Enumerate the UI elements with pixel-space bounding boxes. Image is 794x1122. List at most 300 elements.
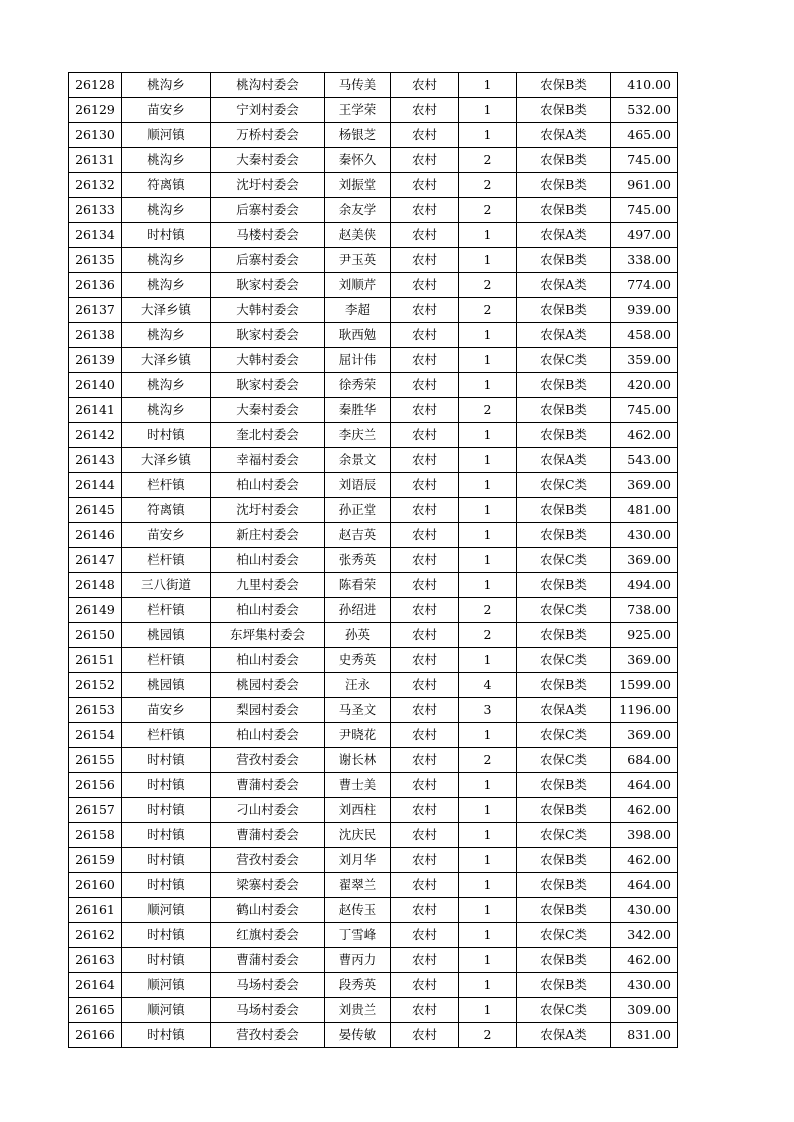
record-id-cell: 26134: [69, 223, 122, 248]
household-type-cell: 农村: [391, 573, 459, 598]
household-type-cell: 农村: [391, 323, 459, 348]
amount-cell: 430.00: [611, 898, 678, 923]
township-cell: 栏杆镇: [122, 723, 211, 748]
table-row: [69, 73, 678, 98]
record-id-cell: 26138: [69, 323, 122, 348]
amount-cell: 481.00: [611, 498, 678, 523]
record-id-cell: 26164: [69, 973, 122, 998]
township-cell: 大泽乡镇: [122, 298, 211, 323]
person-name-cell: 刘顺芹: [325, 273, 391, 298]
village-committee-cell: 红旗村委会: [211, 923, 325, 948]
township-cell: 三八街道: [122, 573, 211, 598]
township-cell: 大泽乡镇: [122, 448, 211, 473]
village-committee-cell: 柏山村委会: [211, 648, 325, 673]
member-count-cell: 1: [459, 248, 517, 273]
insurance-category-cell: 农保B类: [517, 498, 611, 523]
amount-cell: 458.00: [611, 323, 678, 348]
table-row: [69, 348, 678, 373]
household-type-cell: 农村: [391, 123, 459, 148]
record-id-cell: 26157: [69, 798, 122, 823]
amount-cell: 462.00: [611, 948, 678, 973]
household-type-cell: 农村: [391, 498, 459, 523]
member-count-cell: 2: [459, 623, 517, 648]
record-id-cell: 26143: [69, 448, 122, 473]
insurance-category-cell: 农保A类: [517, 323, 611, 348]
member-count-cell: 1: [459, 73, 517, 98]
table-row: [69, 598, 678, 623]
household-type-cell: 农村: [391, 673, 459, 698]
household-type-cell: 农村: [391, 73, 459, 98]
village-committee-cell: 马场村委会: [211, 973, 325, 998]
member-count-cell: 1: [459, 373, 517, 398]
village-committee-cell: 曹蒲村委会: [211, 948, 325, 973]
member-count-cell: 1: [459, 523, 517, 548]
household-type-cell: 农村: [391, 923, 459, 948]
township-cell: 时村镇: [122, 948, 211, 973]
township-cell: 顺河镇: [122, 998, 211, 1023]
record-id-cell: 26145: [69, 498, 122, 523]
member-count-cell: 2: [459, 273, 517, 298]
table-row: [69, 748, 678, 773]
village-committee-cell: 曹蒲村委会: [211, 773, 325, 798]
insurance-category-cell: 农保B类: [517, 773, 611, 798]
village-committee-cell: 后寨村委会: [211, 248, 325, 273]
insurance-category-cell: 农保B类: [517, 573, 611, 598]
village-committee-cell: 马场村委会: [211, 998, 325, 1023]
table-row: [69, 473, 678, 498]
member-count-cell: 1: [459, 923, 517, 948]
record-id-cell: 26128: [69, 73, 122, 98]
amount-cell: 369.00: [611, 723, 678, 748]
member-count-cell: 2: [459, 748, 517, 773]
amount-cell: 430.00: [611, 973, 678, 998]
record-id-cell: 26153: [69, 698, 122, 723]
amount-cell: 1196.00: [611, 698, 678, 723]
household-type-cell: 农村: [391, 523, 459, 548]
household-type-cell: 农村: [391, 98, 459, 123]
person-name-cell: 王学荣: [325, 98, 391, 123]
township-cell: 时村镇: [122, 873, 211, 898]
member-count-cell: 1: [459, 998, 517, 1023]
table-row: [69, 973, 678, 998]
amount-cell: 543.00: [611, 448, 678, 473]
records-table: [68, 72, 678, 1048]
table-row: [69, 773, 678, 798]
table-row: [69, 98, 678, 123]
table-row: [69, 548, 678, 573]
member-count-cell: 1: [459, 848, 517, 873]
insurance-category-cell: 农保C类: [517, 348, 611, 373]
member-count-cell: 1: [459, 498, 517, 523]
household-type-cell: 农村: [391, 648, 459, 673]
table-row: [69, 223, 678, 248]
insurance-category-cell: 农保B类: [517, 873, 611, 898]
village-committee-cell: 大秦村委会: [211, 148, 325, 173]
village-committee-cell: 梁寨村委会: [211, 873, 325, 898]
village-committee-cell: 沈圩村委会: [211, 498, 325, 523]
person-name-cell: 徐秀荣: [325, 373, 391, 398]
insurance-category-cell: 农保B类: [517, 898, 611, 923]
village-committee-cell: 桃园村委会: [211, 673, 325, 698]
township-cell: 桃沟乡: [122, 273, 211, 298]
village-committee-cell: 万桥村委会: [211, 123, 325, 148]
amount-cell: 462.00: [611, 423, 678, 448]
amount-cell: 430.00: [611, 523, 678, 548]
member-count-cell: 1: [459, 123, 517, 148]
table-row: [69, 373, 678, 398]
township-cell: 符离镇: [122, 173, 211, 198]
household-type-cell: 农村: [391, 173, 459, 198]
table-row: [69, 948, 678, 973]
household-type-cell: 农村: [391, 273, 459, 298]
township-cell: 符离镇: [122, 498, 211, 523]
record-id-cell: 26130: [69, 123, 122, 148]
township-cell: 大泽乡镇: [122, 348, 211, 373]
household-type-cell: 农村: [391, 373, 459, 398]
table-row: [69, 848, 678, 873]
record-id-cell: 26141: [69, 398, 122, 423]
township-cell: 栏杆镇: [122, 648, 211, 673]
record-id-cell: 26160: [69, 873, 122, 898]
village-committee-cell: 新庄村委会: [211, 523, 325, 548]
record-id-cell: 26150: [69, 623, 122, 648]
household-type-cell: 农村: [391, 773, 459, 798]
person-name-cell: 李庆兰: [325, 423, 391, 448]
insurance-category-cell: 农保B类: [517, 198, 611, 223]
amount-cell: 309.00: [611, 998, 678, 1023]
amount-cell: 464.00: [611, 773, 678, 798]
member-count-cell: 1: [459, 873, 517, 898]
village-committee-cell: 柏山村委会: [211, 473, 325, 498]
village-committee-cell: 鹤山村委会: [211, 898, 325, 923]
table-row: [69, 398, 678, 423]
village-committee-cell: 耿家村委会: [211, 373, 325, 398]
record-id-cell: 26155: [69, 748, 122, 773]
member-count-cell: 1: [459, 423, 517, 448]
insurance-category-cell: 农保B类: [517, 73, 611, 98]
record-id-cell: 26165: [69, 998, 122, 1023]
record-id-cell: 26135: [69, 248, 122, 273]
insurance-category-cell: 农保B类: [517, 398, 611, 423]
amount-cell: 925.00: [611, 623, 678, 648]
person-name-cell: 尹玉英: [325, 248, 391, 273]
person-name-cell: 刘振堂: [325, 173, 391, 198]
record-id-cell: 26166: [69, 1023, 122, 1048]
person-name-cell: 曹丙力: [325, 948, 391, 973]
household-type-cell: 农村: [391, 898, 459, 923]
village-committee-cell: 九里村委会: [211, 573, 325, 598]
household-type-cell: 农村: [391, 973, 459, 998]
township-cell: 栏杆镇: [122, 473, 211, 498]
table-row: [69, 198, 678, 223]
household-type-cell: 农村: [391, 723, 459, 748]
amount-cell: 342.00: [611, 923, 678, 948]
village-committee-cell: 宁刘村委会: [211, 98, 325, 123]
insurance-category-cell: 农保A类: [517, 1023, 611, 1048]
household-type-cell: 农村: [391, 848, 459, 873]
township-cell: 桃沟乡: [122, 323, 211, 348]
table-row: [69, 448, 678, 473]
insurance-category-cell: 农保B类: [517, 298, 611, 323]
person-name-cell: 马传美: [325, 73, 391, 98]
member-count-cell: 1: [459, 223, 517, 248]
member-count-cell: 1: [459, 98, 517, 123]
amount-cell: 961.00: [611, 173, 678, 198]
record-id-cell: 26163: [69, 948, 122, 973]
table-body: [69, 73, 678, 1048]
household-type-cell: 农村: [391, 148, 459, 173]
table-row: [69, 723, 678, 748]
record-id-cell: 26139: [69, 348, 122, 373]
amount-cell: 462.00: [611, 848, 678, 873]
township-cell: 苗安乡: [122, 98, 211, 123]
township-cell: 顺河镇: [122, 973, 211, 998]
table-row: [69, 798, 678, 823]
person-name-cell: 刘贵兰: [325, 998, 391, 1023]
table-row: [69, 123, 678, 148]
member-count-cell: 1: [459, 898, 517, 923]
member-count-cell: 2: [459, 598, 517, 623]
record-id-cell: 26146: [69, 523, 122, 548]
township-cell: 时村镇: [122, 773, 211, 798]
amount-cell: 745.00: [611, 398, 678, 423]
township-cell: 苗安乡: [122, 523, 211, 548]
member-count-cell: 2: [459, 198, 517, 223]
person-name-cell: 孙英: [325, 623, 391, 648]
member-count-cell: 2: [459, 148, 517, 173]
insurance-category-cell: 农保B类: [517, 798, 611, 823]
village-committee-cell: 营孜村委会: [211, 1023, 325, 1048]
household-type-cell: 农村: [391, 948, 459, 973]
member-count-cell: 1: [459, 823, 517, 848]
township-cell: 桃沟乡: [122, 148, 211, 173]
table-row: [69, 873, 678, 898]
village-committee-cell: 后寨村委会: [211, 198, 325, 223]
household-type-cell: 农村: [391, 198, 459, 223]
record-id-cell: 26152: [69, 673, 122, 698]
household-type-cell: 农村: [391, 298, 459, 323]
person-name-cell: 谢长林: [325, 748, 391, 773]
township-cell: 时村镇: [122, 848, 211, 873]
township-cell: 顺河镇: [122, 898, 211, 923]
record-id-cell: 26154: [69, 723, 122, 748]
township-cell: 桃沟乡: [122, 373, 211, 398]
member-count-cell: 1: [459, 773, 517, 798]
person-name-cell: 赵美侠: [325, 223, 391, 248]
member-count-cell: 2: [459, 298, 517, 323]
household-type-cell: 农村: [391, 598, 459, 623]
person-name-cell: 史秀英: [325, 648, 391, 673]
member-count-cell: 3: [459, 698, 517, 723]
amount-cell: 831.00: [611, 1023, 678, 1048]
insurance-category-cell: 农保A类: [517, 223, 611, 248]
insurance-category-cell: 农保B类: [517, 848, 611, 873]
household-type-cell: 农村: [391, 798, 459, 823]
insurance-category-cell: 农保B类: [517, 173, 611, 198]
township-cell: 桃园镇: [122, 623, 211, 648]
person-name-cell: 秦胜华: [325, 398, 391, 423]
insurance-category-cell: 农保C类: [517, 473, 611, 498]
amount-cell: 462.00: [611, 798, 678, 823]
household-type-cell: 农村: [391, 473, 459, 498]
insurance-category-cell: 农保A类: [517, 273, 611, 298]
record-id-cell: 26161: [69, 898, 122, 923]
household-type-cell: 农村: [391, 248, 459, 273]
insurance-category-cell: 农保C类: [517, 723, 611, 748]
insurance-category-cell: 农保C类: [517, 823, 611, 848]
member-count-cell: 1: [459, 548, 517, 573]
table-row: [69, 423, 678, 448]
household-type-cell: 农村: [391, 1023, 459, 1048]
person-name-cell: 余友学: [325, 198, 391, 223]
record-id-cell: 26151: [69, 648, 122, 673]
township-cell: 栏杆镇: [122, 548, 211, 573]
person-name-cell: 沈庆民: [325, 823, 391, 848]
record-id-cell: 26147: [69, 548, 122, 573]
amount-cell: 420.00: [611, 373, 678, 398]
person-name-cell: 丁雪峰: [325, 923, 391, 948]
village-committee-cell: 奎北村委会: [211, 423, 325, 448]
insurance-category-cell: 农保B类: [517, 148, 611, 173]
township-cell: 桃园镇: [122, 673, 211, 698]
record-id-cell: 26129: [69, 98, 122, 123]
person-name-cell: 赵传玉: [325, 898, 391, 923]
amount-cell: 745.00: [611, 198, 678, 223]
table-row: [69, 323, 678, 348]
person-name-cell: 晏传敏: [325, 1023, 391, 1048]
insurance-category-cell: 农保C类: [517, 598, 611, 623]
table-row: [69, 498, 678, 523]
table-row: [69, 623, 678, 648]
table-row: [69, 673, 678, 698]
village-committee-cell: 桃沟村委会: [211, 73, 325, 98]
insurance-category-cell: 农保C类: [517, 923, 611, 948]
amount-cell: 684.00: [611, 748, 678, 773]
amount-cell: 532.00: [611, 98, 678, 123]
amount-cell: 369.00: [611, 548, 678, 573]
member-count-cell: 1: [459, 448, 517, 473]
household-type-cell: 农村: [391, 398, 459, 423]
person-name-cell: 张秀英: [325, 548, 391, 573]
record-id-cell: 26142: [69, 423, 122, 448]
record-id-cell: 26149: [69, 598, 122, 623]
township-cell: 时村镇: [122, 423, 211, 448]
village-committee-cell: 东坪集村委会: [211, 623, 325, 648]
record-id-cell: 26156: [69, 773, 122, 798]
record-id-cell: 26136: [69, 273, 122, 298]
township-cell: 时村镇: [122, 748, 211, 773]
village-committee-cell: 大韩村委会: [211, 298, 325, 323]
amount-cell: 494.00: [611, 573, 678, 598]
village-committee-cell: 大秦村委会: [211, 398, 325, 423]
insurance-category-cell: 农保C类: [517, 998, 611, 1023]
household-type-cell: 农村: [391, 748, 459, 773]
table-row: [69, 273, 678, 298]
township-cell: 桃沟乡: [122, 398, 211, 423]
record-id-cell: 26158: [69, 823, 122, 848]
record-id-cell: 26132: [69, 173, 122, 198]
member-count-cell: 1: [459, 348, 517, 373]
person-name-cell: 孙绍进: [325, 598, 391, 623]
household-type-cell: 农村: [391, 623, 459, 648]
amount-cell: 745.00: [611, 148, 678, 173]
person-name-cell: 刘月华: [325, 848, 391, 873]
village-committee-cell: 马楼村委会: [211, 223, 325, 248]
person-name-cell: 耿西勉: [325, 323, 391, 348]
insurance-category-cell: 农保B类: [517, 948, 611, 973]
member-count-cell: 2: [459, 173, 517, 198]
member-count-cell: 1: [459, 948, 517, 973]
insurance-category-cell: 农保C类: [517, 548, 611, 573]
member-count-cell: 1: [459, 323, 517, 348]
township-cell: 时村镇: [122, 923, 211, 948]
household-type-cell: 农村: [391, 423, 459, 448]
village-committee-cell: 刁山村委会: [211, 798, 325, 823]
insurance-category-cell: 农保C类: [517, 748, 611, 773]
household-type-cell: 农村: [391, 548, 459, 573]
person-name-cell: 翟翠兰: [325, 873, 391, 898]
amount-cell: 774.00: [611, 273, 678, 298]
table-row: [69, 923, 678, 948]
record-id-cell: 26144: [69, 473, 122, 498]
household-type-cell: 农村: [391, 448, 459, 473]
village-committee-cell: 大韩村委会: [211, 348, 325, 373]
village-committee-cell: 柏山村委会: [211, 598, 325, 623]
person-name-cell: 马圣文: [325, 698, 391, 723]
insurance-category-cell: 农保B类: [517, 673, 611, 698]
record-id-cell: 26137: [69, 298, 122, 323]
person-name-cell: 孙正堂: [325, 498, 391, 523]
household-type-cell: 农村: [391, 998, 459, 1023]
insurance-category-cell: 农保A类: [517, 698, 611, 723]
table-row: [69, 698, 678, 723]
village-committee-cell: 幸福村委会: [211, 448, 325, 473]
household-type-cell: 农村: [391, 348, 459, 373]
insurance-category-cell: 农保B类: [517, 623, 611, 648]
person-name-cell: 汪永: [325, 673, 391, 698]
amount-cell: 369.00: [611, 648, 678, 673]
amount-cell: 465.00: [611, 123, 678, 148]
village-committee-cell: 营孜村委会: [211, 748, 325, 773]
township-cell: 时村镇: [122, 223, 211, 248]
person-name-cell: 杨银芝: [325, 123, 391, 148]
insurance-category-cell: 农保B类: [517, 423, 611, 448]
record-id-cell: 26140: [69, 373, 122, 398]
person-name-cell: 秦怀久: [325, 148, 391, 173]
table-row: [69, 648, 678, 673]
record-id-cell: 26133: [69, 198, 122, 223]
household-type-cell: 农村: [391, 698, 459, 723]
person-name-cell: 赵吉英: [325, 523, 391, 548]
table-row: [69, 523, 678, 548]
insurance-category-cell: 农保B类: [517, 98, 611, 123]
table-row: [69, 298, 678, 323]
member-count-cell: 1: [459, 573, 517, 598]
township-cell: 时村镇: [122, 1023, 211, 1048]
member-count-cell: 2: [459, 1023, 517, 1048]
household-type-cell: 农村: [391, 873, 459, 898]
table-row: [69, 898, 678, 923]
person-name-cell: 屈计伟: [325, 348, 391, 373]
village-committee-cell: 柏山村委会: [211, 548, 325, 573]
amount-cell: 464.00: [611, 873, 678, 898]
person-name-cell: 段秀英: [325, 973, 391, 998]
amount-cell: 939.00: [611, 298, 678, 323]
record-id-cell: 26159: [69, 848, 122, 873]
insurance-category-cell: 农保B类: [517, 248, 611, 273]
insurance-category-cell: 农保B类: [517, 973, 611, 998]
record-id-cell: 26131: [69, 148, 122, 173]
